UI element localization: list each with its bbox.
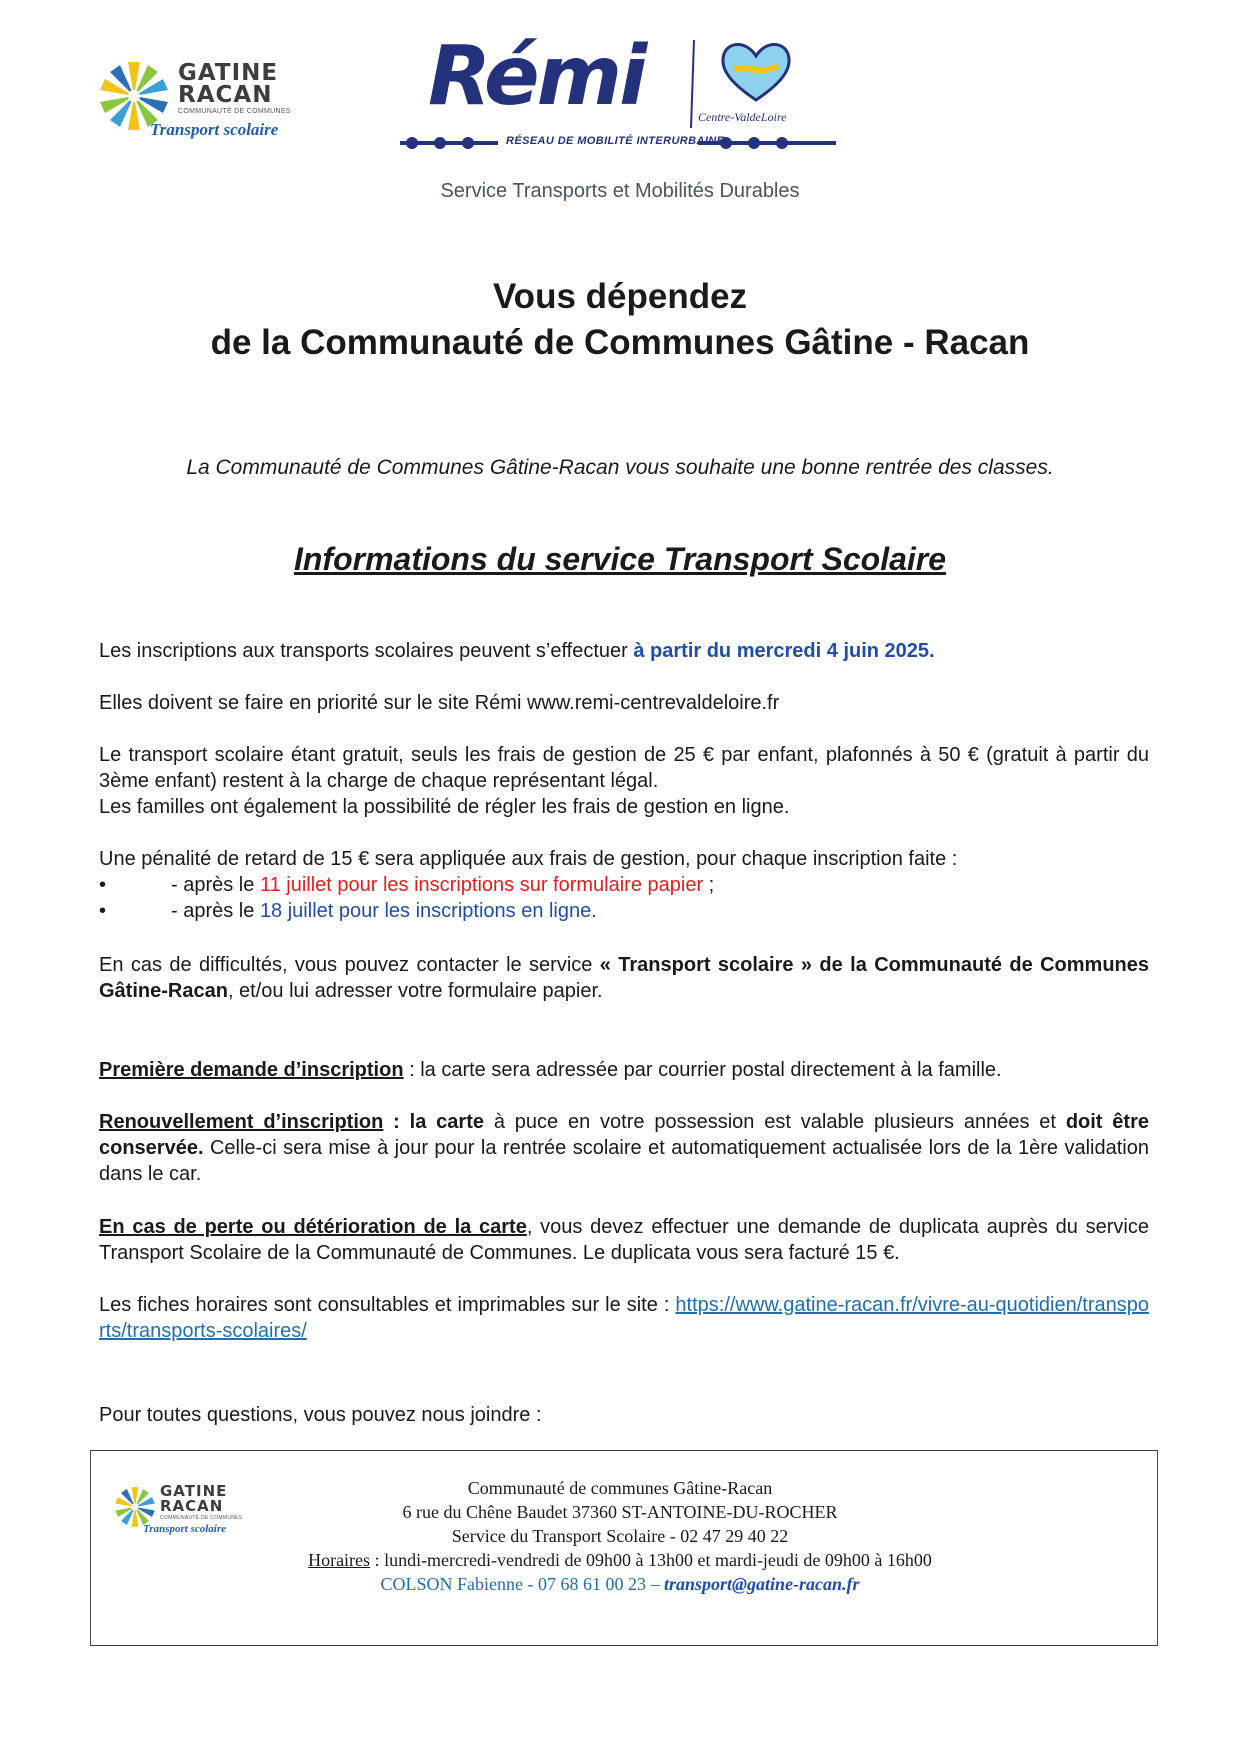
remi-logo (398, 30, 838, 160)
lost-card-label: En cas de perte ou détérioration de la carte (99, 1216, 527, 1238)
remi-network-bar (398, 130, 838, 160)
renewal-paragraph: Renouvellement d’inscription : la carte à puce en votre possession est valable plusieurs années et doit être conservée. Celle-ci sera mise à jour pour la rentrée scolaire et automatiquement actualisée lors de la 1ère validation dans le car. (99, 1111, 1149, 1185)
questions-paragraph: Pour toutes questions, vous pouvez nous joindre : (99, 1404, 542, 1426)
timetables-paragraph: Les fiches horaires sont consultables et imprimables sur le site : https://www.gatine-racan.fr/vivre-au-quotidien/transports/transports-scolaires/ (99, 1294, 1149, 1342)
service-name: Service Transports et Mobilités Durables (440, 180, 800, 202)
gatine-racan-logo-name: GATINE RACAN (160, 1482, 228, 1515)
logo-divider (690, 40, 696, 128)
online-payment-paragraph: Les familles ont également la possibilité de régler les frais de gestion en ligne. (99, 796, 790, 818)
greeting-text: La Communauté de Communes Gâtine-Racan vous souhaite une bonne rentrée des classes. (186, 456, 1054, 479)
renewal-label: Renouvellement d’inscription (99, 1111, 384, 1133)
contact-email-link[interactable]: transport@gatine-racan.fr (663, 1574, 860, 1594)
gatine-racan-logo-subtitle: COMMUNAUTÉ DE COMMUNES (178, 108, 291, 115)
first-request-label: Première demande d’inscription (99, 1059, 404, 1081)
bullet-icon: • (99, 900, 107, 922)
page-title-line2: de la Communauté de Communes Gâtine - Racan (210, 323, 1030, 362)
contact-person: COLSON Fabienne - 07 68 61 00 23 – (380, 1574, 664, 1594)
remi-site-paragraph: Elles doivent se faire en priorité sur le site Rémi www.remi-centrevaldeloire.fr (99, 692, 780, 714)
contact-service-paragraph: En cas de difficultés, vous pouvez contacter le service « Transport scolaire » de la Communauté de Communes Gâtine-Racan, et/ou lui adresser votre formulaire papier. (99, 954, 1149, 1002)
registration-start-date: à partir du mercredi 4 juin 2025. (633, 640, 935, 662)
lost-card-paragraph: En cas de perte ou détérioration de la carte, vous devez effectuer une demande de duplicata auprès du service Transport Scolaire de la Communauté de Communes. Le duplicata vous sera facturé 15 €. (99, 1216, 1149, 1264)
timetables-link[interactable]: https://www.gatine-racan.fr/vivre-au-quotidien/transports/transports-scolaires/ (99, 1294, 1149, 1342)
gatine-racan-logo-name: GATINE RACAN (178, 60, 279, 108)
fees-paragraph: Le transport scolaire étant gratuit, seuls les frais de gestion de 25 € par enfant, plafonnés à 50 € (gratuit à partir du 3ème enfant) restent à la charge de chaque représentant légal. (99, 744, 1149, 792)
first-request-paragraph: Première demande d’inscription : la carte sera adressée par courrier postal directement à la famille. (99, 1059, 1002, 1081)
registration-date-paragraph: Les inscriptions aux transports scolaires peuvent s’effectuer à partir du mercredi 4 juin 2025. (99, 640, 935, 662)
section-title: Informations du service Transport Scolaire (293, 541, 947, 577)
footer-organization: Communauté de communes Gâtine-Racan (467, 1478, 773, 1498)
gatine-racan-logo (98, 58, 318, 148)
gatine-racan-logo-tagline: Transport scolaire (143, 1523, 227, 1535)
page-title-line1: Vous dépendez (492, 277, 748, 316)
gatine-racan-logo-subtitle: COMMUNAUTÉ DE COMMUNES (160, 1515, 243, 1521)
penalty-paragraph: Une pénalité de retard de 15 € sera appliquée aux frais de gestion, pour chaque inscription faite : (99, 848, 958, 870)
hours-label: Horaires (308, 1550, 371, 1570)
remi-logo-word: Rémi (428, 29, 645, 124)
footer-contact (0, 1574, 1240, 1595)
footer-address: 6 rue du Chêne Baudet 37360 ST-ANTOINE-DU-ROCHER (402, 1502, 838, 1522)
bullet-icon: • (99, 874, 107, 896)
heart-region-icon (716, 36, 796, 108)
footer-hours: Horaires : lundi-mercredi-vendredi de 09h00 à 13h00 et mardi-jeudi de 09h00 à 16h00 (308, 1550, 932, 1570)
footer-service-phone: Service du Transport Scolaire - 02 47 29 40 22 (451, 1526, 789, 1546)
remi-logo-network-text: RÉSEAU DE MOBILITÉ INTERURBAINE (506, 135, 725, 147)
remi-logo-region: Centre-ValdeLoire (698, 110, 787, 124)
gatine-racan-logo-tagline: Transport scolaire (150, 120, 279, 139)
